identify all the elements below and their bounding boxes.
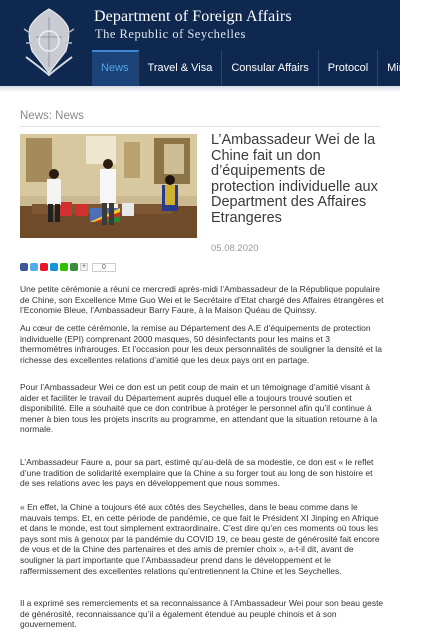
twitter-share-icon[interactable] <box>30 263 38 271</box>
nav-item-consular-affairs[interactable]: Consular Affairs <box>222 50 318 86</box>
share-bar <box>20 262 116 272</box>
nav-item-protocol[interactable]: Protocol <box>319 50 378 86</box>
qq-share-icon[interactable] <box>50 263 58 271</box>
article-paragraph-5: « En effet, la Chine a toujours été aux côtés des Seychelles, dans le beau comme dans le mauvais temps. Et, en cette période de pandémie, ce que fait le Président XI Jinping en Afrique et dans le monde, est tout simplement extraordinaire. C’est dire qu’en ces moments où tous les pays sont mis à genoux par la pandémie du COVID 19, ce beau geste de générosité fait encore de vous et de la Chine des partenaires et des amis de premier choix », a-t-il dit, avant de souligner la part importante que l’Ambassadeur prend dans le développement et le raffermissement des excellentes relations qu’entretiennent la Chine et les Seychelles. <box>20 502 380 576</box>
department-title[interactable]: Department of Foreign Affairs <box>94 8 292 25</box>
breadcrumb-divider <box>20 126 380 127</box>
nav-item-travel-visa[interactable]: Travel & Visa <box>139 50 223 86</box>
article-paragraph-1: Une petite cérémonie a réuni ce mercredi après-midi l’Ambassadeur de la République populaire de Chine, son Excellence Mme Guo Wei et le Secrétaire d’Etat chargé des Affaires étrangères et l’Economie Bleue, l’Ambassadeur Barry Faure, à la Maison Quéau de Quinssy. <box>20 284 384 316</box>
article-paragraph-3: Pour l’Ambassadeur Wei ce don est un petit coup de main et un témoignage d’amitié visant à aider et faciliter le travail du Département auprès duquel elle a toujours trouvé soutien et disponibilité. Elle a souhaité que ce don contribue à protéger le personnel afin qu’il continue à mener à bien tous les projets inscrits au programme, en attendant que la situation retourne à la normale. <box>20 382 378 435</box>
nav-item-news[interactable]: News <box>92 50 139 86</box>
share-count: 0 <box>92 263 116 272</box>
site-header <box>0 0 426 86</box>
breadcrumb: News: News <box>20 110 84 122</box>
weibo-share-icon[interactable] <box>40 263 48 271</box>
share-more-icon[interactable]: + <box>81 263 87 270</box>
douban-share-icon[interactable] <box>70 263 78 271</box>
article-paragraph-2: Au cœur de cette cérémonie, la remise au Département des A.E d’équipements de protection individuelle (EPI) comprenant 2000 masques, 50 désinfectants pour les mains et 3 thermomètres infrarouges. Et l’occasion pour les deux personnalités de souligner la densité et la richesse des excellentes relations d’amitié que les deux pays ont en partage. <box>20 323 382 365</box>
article-paragraph-4: L’Ambassadeur Faure a, pour sa part, estimé qu’au-delà de sa modestie, ce don est « le reflet d’une tradition de solidarité exemplaire que la Chine a su forger tout au long de son histoire et de ses relations avec les pays en développement que nous sommes. <box>20 457 374 489</box>
article-paragraph-6: Il a exprimé ses remerciements et sa reconnaissance à l’Ambassadeur Wei pour son beau geste de générosité, reconnaissance qu’il a également étendue au peuple chinois et à son gouvernement. <box>20 598 384 630</box>
article-title: L’Ambassadeur Wei de la Chine fait un don d’équipements de protection individuelle aux Department des Affaires Etrangeres <box>211 132 378 226</box>
seychelles-coat-of-arms-icon[interactable] <box>20 7 78 79</box>
wechat-share-icon[interactable] <box>60 263 68 271</box>
facebook-share-icon[interactable] <box>20 263 28 271</box>
department-subtitle: The Republic of Seychelles <box>95 27 246 41</box>
nav-item-ministry[interactable]: Ministry <box>387 62 426 74</box>
main-nav <box>92 50 434 86</box>
article-date: 05.08.2020 <box>211 243 259 254</box>
article-photo[interactable] <box>20 134 197 238</box>
header-shadow <box>0 86 400 92</box>
